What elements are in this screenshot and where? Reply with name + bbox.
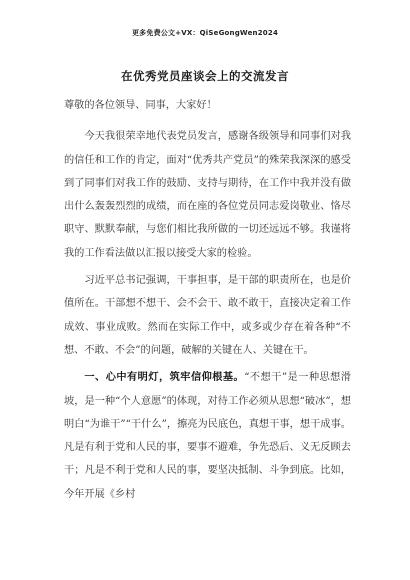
document-body [64,94,351,510]
section-1-text: “不想干”是一种思想滑坡，是一种“个人意愿”的体现，对待工作必须从思想“破冰”，想明白“为谁干”“干什么”，擦亮为民底色，真想干事，想干成事。凡是有利于党和人民的事，要事不避难，争先恐后、义无反顾去干；凡是不利于党和人民的事，要坚决抵制、斗争到底。比如，今年开展《乡村 [64,372,351,500]
header-note: 更多免费公文+VX：QiSeGongWen2024 [131,29,279,37]
greeting-paragraph: 尊敬的各位领导、同事，大家好！ [64,100,217,111]
section-1-heading: 一、心中有明灯，筑牢信仰根基。 [84,371,245,384]
document-title: 在优秀党员座谈会上的交流发言 [121,69,289,83]
body-paragraph-2: 习近平总书记强调，干事担事，是干部的职责所在，也是价值所在。干部想不想干、会不会干、敢不敢干，直接决定着工作成效、事业成败。然而在实际工作中，或多或少存在着各种“不想、不敢、不会”的问题，破解的关键在人、关键在干。 [64,275,351,356]
section-1-paragraph [64,366,351,506]
body-paragraph-1: 今天我很荣幸地代表党员发言，感谢各级领导和同事们对我的信任和工作的肯定，面对“优秀共产党员”的殊荣我深深的感受到了同事们对我工作的鼓励、支持与期待，在工作中我并没有做出什么轰轰烈烈的成绩，而在座的各位党员同志爱岗敬业、恪尽职守、默默奉献，与您们相比我所做的一切还远远不够。我谨将我的工作看法做以汇报以接受大家的检验。 [64,131,351,259]
